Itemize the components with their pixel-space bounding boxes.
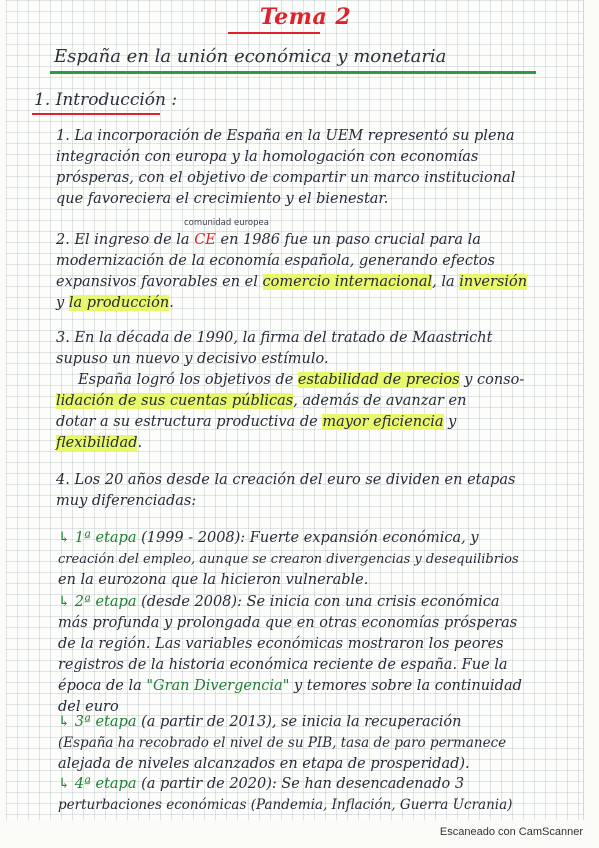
stage-1-line-1: ↳ 1ª etapa (1999 - 2008): Fuerte expansión económica, y	[58, 530, 479, 546]
gran-divergencia: "Gran Divergencia"	[146, 678, 290, 694]
paragraph-3	[56, 328, 584, 454]
page-title: Tema 2	[259, 4, 352, 30]
stage-4-line-1: ↳ 4ª etapa (a partir de 2020): Se han desencadenado 3	[58, 776, 465, 792]
p1-line-3: prósperas, con el objetivo de compartir un marco institucional	[56, 170, 516, 186]
paragraph-2	[56, 230, 584, 314]
stage-1-label: ↳ 1ª etapa	[58, 530, 137, 546]
p2-line-2: modernización de la economía española, generando efectos	[56, 253, 495, 269]
stage-2-line-2: más profunda y prolongada que en otras economías prósperas	[58, 615, 518, 631]
title-underline	[228, 32, 320, 34]
p3-line-5: dotar a su estructura productiva de mayor eficiencia y	[56, 414, 457, 430]
p1-line-4: que favoreciera el crecimiento y el bienestar.	[56, 191, 389, 207]
highlight-comercio: comercio internacional	[262, 274, 433, 290]
stage-2-line-4: registros de la historia económica reciente de españa. Fue la	[58, 657, 508, 673]
stage-2-line-1: ↳ 2ª etapa (desde 2008): Se inicia con una crisis económica	[58, 594, 500, 610]
stage-1-line-3: en la eurozona que la hicieron vulnerable.	[58, 572, 369, 588]
p3-line-4: lidación de sus cuentas públicas, además de avanzar en	[56, 393, 467, 409]
stage-2-line-5: época de la "Gran Divergencia" y temores sobre la continuidad	[58, 678, 522, 694]
p2-line-4: y la producción.	[56, 295, 174, 311]
section-heading: 1. Introducción :	[34, 90, 178, 110]
p4-line-2: muy diferenciadas:	[56, 493, 197, 509]
stage-2-line-6: del euro	[58, 699, 119, 715]
highlight-inversion: inversión	[459, 274, 528, 290]
stage-3-line-2: (España ha recobrado el nivel de su PIB, tasa de paro permanece	[58, 735, 507, 751]
highlight-eficiencia: mayor eficiencia	[322, 414, 444, 430]
annotation-ce: comunidad europea	[184, 218, 269, 228]
p3-line-1: 3. En la década de 1990, la firma del tratado de Maastricht	[56, 330, 493, 346]
p4-line-1: 4. Los 20 años desde la creación del euro se dividen en etapas	[56, 472, 516, 488]
stage-4	[58, 774, 586, 816]
p3-line-2: supuso un nuevo y decisivo estímulo.	[56, 351, 329, 367]
stage-3-line-1: ↳ 3ª etapa (a partir de 2013), se inicia la recuperación	[58, 714, 462, 730]
notebook-page	[6, 0, 584, 820]
stage-4-line-2: perturbaciones económicas (Pandemia, Inflación, Guerra Ucrania)	[58, 797, 513, 813]
highlight-cuentas: lidación de sus cuentas públicas	[56, 393, 294, 409]
stage-1	[58, 528, 586, 591]
heading-underline	[32, 113, 160, 115]
stage-3	[58, 712, 586, 775]
p1-line-2: integración con europa y la homologación con economías	[56, 149, 479, 165]
p2-line-1: 2. El ingreso de la CE en 1986 fue un paso crucial para la	[56, 232, 481, 248]
stage-3-line-3: alejada de niveles alcanzados en etapa de prosperidad).	[58, 756, 470, 772]
highlight-flexibilidad: flexibilidad	[56, 435, 138, 451]
stage-1-line-2: creación del empleo, aunque se crearon divergencias y desequilibrios	[58, 552, 519, 567]
scanner-watermark: Escaneado con CamScanner	[439, 826, 583, 838]
stage-4-label: ↳ 4ª etapa	[58, 776, 137, 792]
paragraph-4	[56, 470, 584, 512]
p3-line-6: flexibilidad.	[56, 435, 143, 451]
stage-2-line-3: de la región. Las variables económicas mostraron los peores	[58, 636, 504, 652]
highlight-produccion: la producción	[68, 295, 170, 311]
stage-2-label: ↳ 2ª etapa	[58, 594, 137, 610]
ce-abbrev: CE	[194, 232, 216, 248]
subtitle-underline	[50, 71, 536, 74]
p1-line-1: 1. La incorporación de España en la UEM representó su plena	[56, 128, 515, 144]
stage-2	[58, 592, 586, 718]
stage-3-label: ↳ 3ª etapa	[58, 714, 137, 730]
subtitle: España en la unión económica y monetaria	[54, 46, 447, 67]
paragraph-1	[56, 126, 584, 210]
highlight-estabilidad: estabilidad de precios	[297, 372, 460, 388]
p2-line-3: expansivos favorables en el comercio internacional, la inversión	[56, 274, 528, 290]
p3-line-3: España logró los objetivos de estabilidad de precios y conso-	[78, 372, 525, 388]
